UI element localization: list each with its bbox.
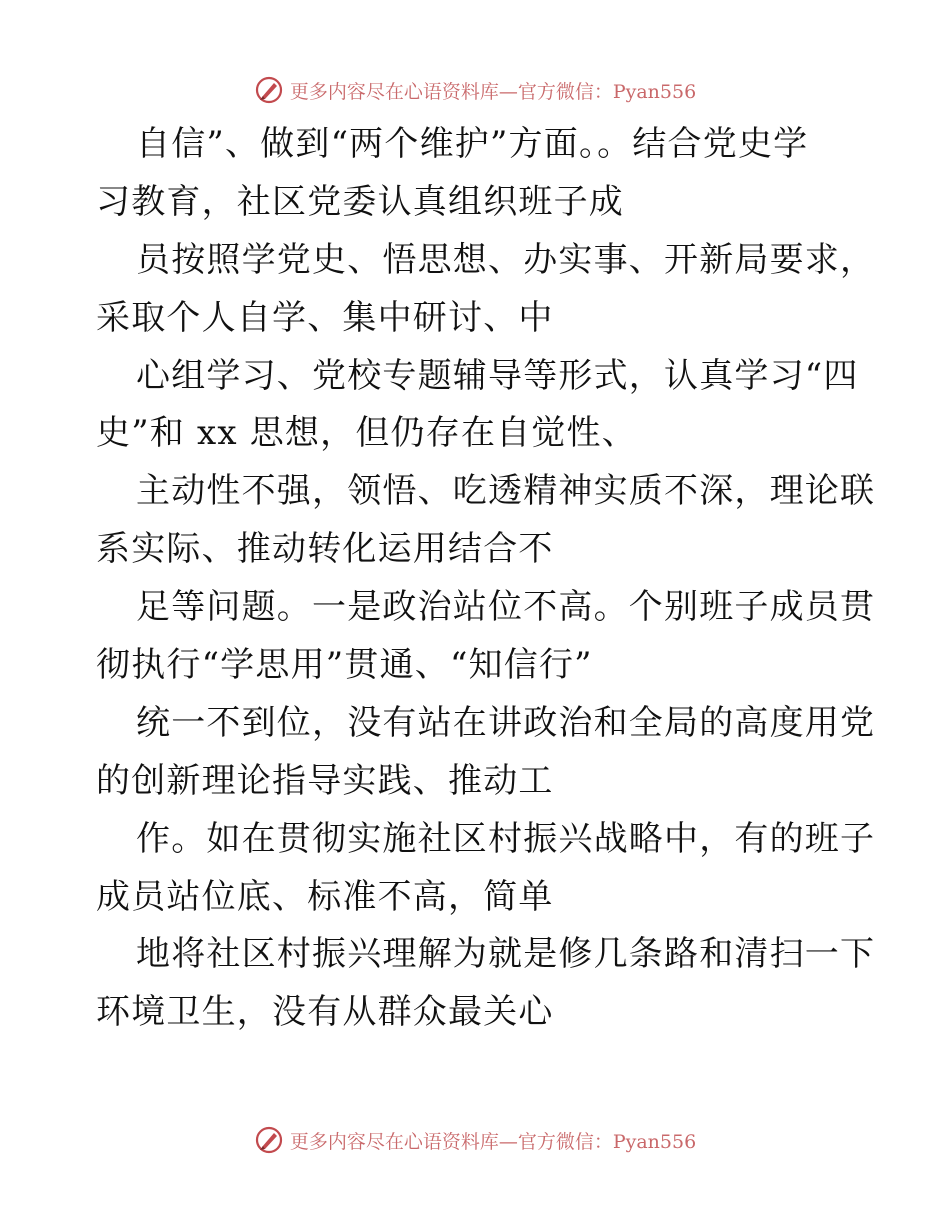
quill-pen-logo-icon [254, 1125, 284, 1155]
body-line: 心组学习、党校专题辅导等形式，认真学习“四 [136, 355, 859, 396]
body-line: 主动性不强，领悟、吃透精神实质不深，理论联 [136, 471, 876, 512]
body-line: 的创新理论指导实践、推动工 [96, 760, 554, 801]
watermark-text: 更多内容尽在心语资料库—官方微信：Pyan556 [289, 80, 697, 103]
document-body [96, 116, 876, 1042]
body-line: 史”和 xx 思想，但仍存在自觉性、 [96, 413, 637, 454]
body-line: 彻执行“学思用”贯通、“知信行” [96, 645, 593, 686]
body-line: 成员站位底、标准不高，简单 [96, 876, 554, 917]
body-line: 地将社区村振兴理解为就是修几条路和清扫一下 [136, 934, 876, 975]
body-line: 习教育，社区党委认真组织班子成 [96, 181, 624, 222]
body-line: 自信”、做到“两个维护”方面。。结合党史学 [136, 124, 809, 164]
body-line: 作。如在贯彻实施社区村振兴战略中，有的班子 [136, 818, 876, 859]
body-line: 员按照学党史、悟思想、办实事、开新局要求， [136, 239, 876, 280]
body-line: 系实际、推动转化运用结合不 [96, 529, 554, 570]
body-line: 足等问题。一是政治站位不高。个别班子成员贯 [136, 587, 876, 628]
body-line: 环境卫生，没有从群众最关心 [96, 992, 554, 1033]
footer-watermark [0, 1120, 950, 1160]
body-line: 统一不到位，没有站在讲政治和全局的高度用党 [136, 702, 876, 743]
watermark-text: 更多内容尽在心语资料库—官方微信：Pyan556 [289, 1130, 697, 1153]
header-watermark [0, 70, 950, 110]
quill-pen-logo-icon [254, 75, 284, 105]
body-line: 采取个人自学、集中研讨、中 [96, 297, 554, 338]
